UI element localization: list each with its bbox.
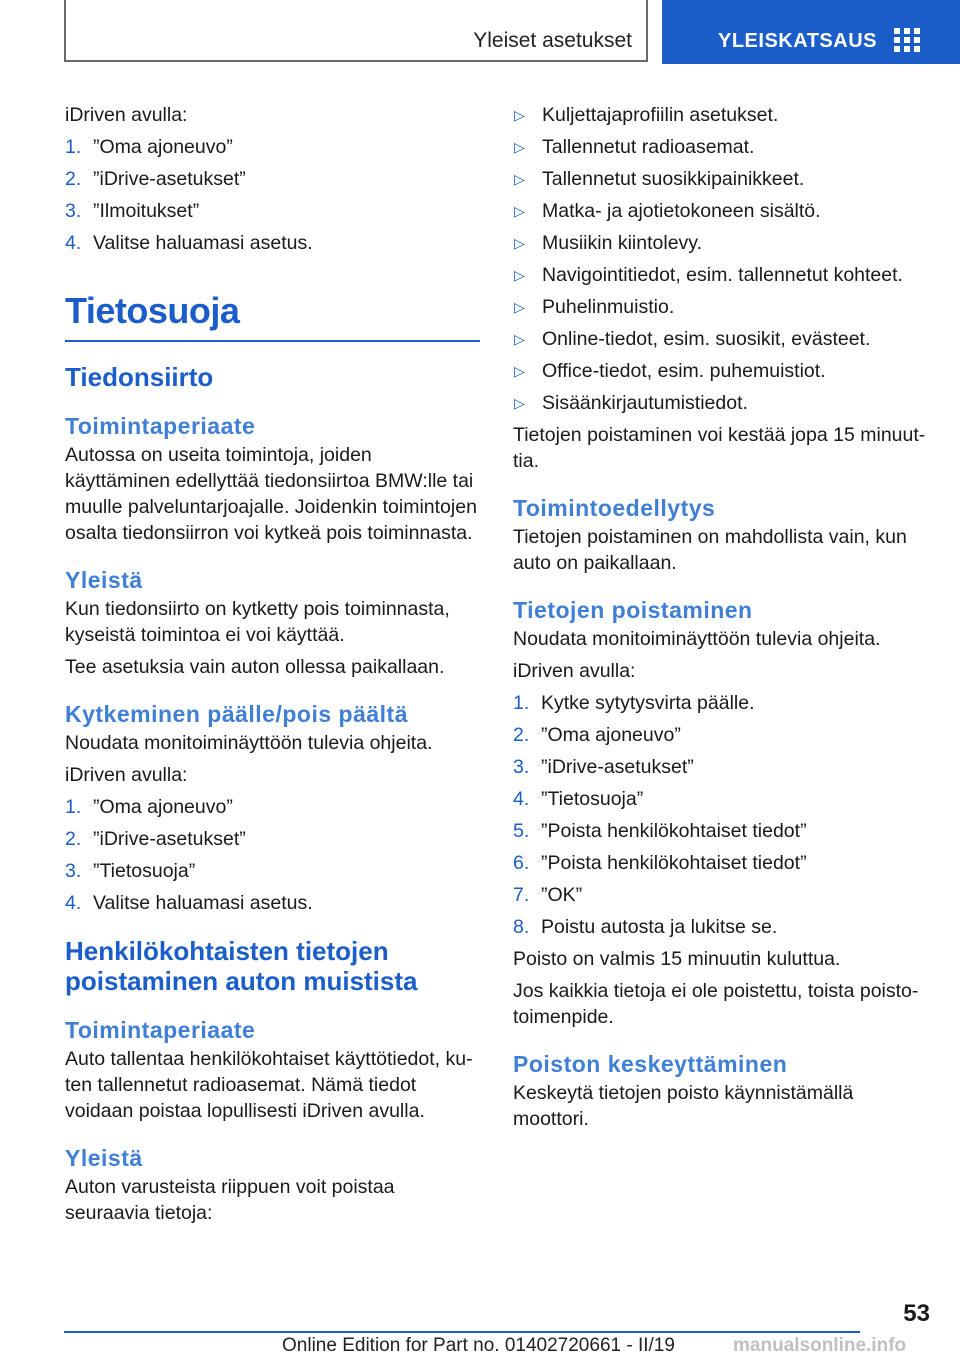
list-item: ▷ Musiikin kiintolevy. bbox=[514, 232, 703, 254]
list-item: ▷ Sisäänkirjautumistiedot. bbox=[514, 392, 748, 414]
list-item: ▷ Matka- ja ajotietokoneen sisältö. bbox=[514, 200, 821, 222]
page-number: 53 bbox=[903, 1300, 930, 1327]
chapter-title: Tietosuoja bbox=[65, 290, 480, 342]
heading-tietojen-poistaminen: Tietojen poistaminen bbox=[513, 597, 753, 623]
paragraph-poistaminen-a: Noudata monitoiminäyttöön tulevia ohjeita. bbox=[513, 628, 881, 650]
triangle-bullet-icon: ▷ bbox=[514, 107, 525, 123]
list-item: 4. Valitse haluamasi asetus. bbox=[65, 892, 313, 914]
list-item: 2. ”iDrive-asetukset” bbox=[65, 828, 246, 850]
heading-poiston-keskeyttaminen: Poiston keskeyttäminen bbox=[513, 1051, 788, 1077]
list-item: ▷ Online-tiedot, esim. suosikit, evästeet. bbox=[514, 328, 871, 350]
intro-text: iDriven avulla: bbox=[65, 104, 188, 126]
list-item: 4. Valitse haluamasi asetus. bbox=[65, 232, 313, 254]
list-item: ▷ Office-tiedot, esim. puhemuistiot. bbox=[514, 360, 826, 382]
list-item: 3. ”iDrive-asetukset” bbox=[513, 756, 694, 778]
heading-yleista-1: Yleistä bbox=[65, 567, 143, 593]
right-column bbox=[513, 102, 933, 1132]
overview-tab[interactable] bbox=[662, 0, 960, 64]
paragraph-kytkeminen-b: iDriven avulla: bbox=[65, 764, 188, 786]
list-item: 3. ”Ilmoitukset” bbox=[65, 200, 200, 222]
list-item: 7. ”OK” bbox=[513, 884, 583, 906]
list-item: 1. Kytke sytytysvirta päälle. bbox=[513, 692, 755, 714]
paragraph-yleista-1b: Tee asetuksia vain auton ollessa paikallaan. bbox=[65, 656, 445, 678]
list-item: ▷ Puhelinmuistio. bbox=[514, 296, 675, 318]
footer-edition: Online Edition for Part no. 01402720661 - II/19 bbox=[282, 1335, 675, 1356]
triangle-bullet-icon: ▷ bbox=[514, 395, 525, 411]
triangle-bullet-icon: ▷ bbox=[514, 363, 525, 379]
triangle-bullet-icon: ▷ bbox=[514, 171, 525, 187]
list-item: 6. ”Poista henkilökohtaiset tiedot” bbox=[513, 852, 807, 874]
heading-kytkeminen: Kytkeminen päälle/pois päältä bbox=[65, 701, 409, 727]
paragraph-kytkeminen-a: Noudata monitoiminäyttöön tulevia ohjeita. bbox=[65, 732, 433, 754]
footer-watermark: manualsonline.info bbox=[733, 1335, 907, 1356]
heading-tiedonsiirto: Tiedonsiirto bbox=[65, 362, 214, 392]
heading-toimintoedellytys: Toimintoedellytys bbox=[513, 495, 716, 521]
list-item: 8. Poistu autosta ja lukitse se. bbox=[513, 916, 778, 938]
section-title-box bbox=[64, 0, 648, 62]
steps-list-3 bbox=[513, 690, 933, 940]
paragraph-keskeyttaminen: Keskeytä tietojen poisto käynnistämällä moottori. bbox=[513, 1082, 854, 1130]
paragraph-yleista-1a: Kun tiedonsiirto on kytketty pois toiminnasta, kyseistä toimintoa ei voi käyttää. bbox=[65, 598, 450, 646]
data-types-list bbox=[513, 102, 933, 416]
left-column bbox=[65, 102, 480, 1226]
heading-henkilokohtaiset: Henkilökohtaisten tietojen poistaminen auton muistista bbox=[65, 936, 418, 996]
footer-divider bbox=[64, 1331, 860, 1333]
heading-toimintaperiaate-2: Toimintaperiaate bbox=[65, 1017, 256, 1043]
paragraph-poistaminen-b: iDriven avulla: bbox=[513, 660, 636, 682]
paragraph-toimintaperiaate-1: Autossa on useita toimintoja, joiden käyttäminen edellyttää tiedonsiirtoa BMW:lle tai muulle palveluntarjoajalle. Joidenkin toimintojen osalta tiedonsiirron voi kytkeä pois toiminnasta. bbox=[65, 444, 477, 544]
steps-list-2 bbox=[65, 794, 480, 916]
list-item: ▷ Navigointitiedot, esim. tallennetut kohteet. bbox=[514, 264, 903, 286]
section-title: Yleiset asetukset bbox=[473, 29, 632, 52]
list-item: 2. ”iDrive-asetukset” bbox=[65, 168, 246, 190]
list-item: 4. ”Tietosuoja” bbox=[513, 788, 644, 810]
list-item: 1. ”Oma ajoneuvo” bbox=[65, 796, 233, 818]
triangle-bullet-icon: ▷ bbox=[514, 299, 525, 315]
paragraph-jos: Jos kaikkia tietoja ei ole poistettu, toista poistotoimenpide. bbox=[513, 980, 919, 1028]
triangle-bullet-icon: ▷ bbox=[514, 203, 525, 219]
heading-yleista-2: Yleistä bbox=[65, 1145, 143, 1171]
triangle-bullet-icon: ▷ bbox=[514, 331, 525, 347]
list-item: 1. ”Oma ajoneuvo” bbox=[65, 136, 233, 158]
paragraph-toimintoedellytys: Tietojen poistaminen on mahdollista vain, kun auto on paikallaan. bbox=[513, 526, 907, 574]
overview-tab-label: YLEISKATSAUS bbox=[718, 30, 877, 52]
list-item: 3. ”Tietosuoja” bbox=[65, 860, 196, 882]
paragraph-toimintaperiaate-2: Auto tallentaa henkilökohtaiset käyttötiedot, kuten tallennetut radioasemat. Nämä tiedot voidaan poistaa lopullisesti iDriven avulla. bbox=[65, 1048, 473, 1122]
paragraph-kesto: Tietojen poistaminen voi kestää jopa 15 minuuttia. bbox=[513, 424, 926, 472]
paragraph-valmis: Poisto on valmis 15 minuutin kuluttua. bbox=[513, 948, 841, 970]
list-item: ▷ Kuljettajaprofiilin asetukset. bbox=[514, 104, 779, 126]
list-item: ▷ Tallennetut radioasemat. bbox=[514, 136, 755, 158]
triangle-bullet-icon: ▷ bbox=[514, 139, 525, 155]
triangle-bullet-icon: ▷ bbox=[514, 267, 525, 283]
list-item: ▷ Tallennetut suosikkipainikkeet. bbox=[514, 168, 805, 190]
paragraph-yleista-2: Auton varusteista riippuen voit poistaa seuraavia tietoja: bbox=[65, 1176, 395, 1224]
page-header bbox=[64, 0, 960, 64]
grid-icon bbox=[894, 28, 920, 52]
steps-list-1 bbox=[65, 134, 480, 256]
heading-toimintaperiaate-1: Toimintaperiaate bbox=[65, 413, 256, 439]
triangle-bullet-icon: ▷ bbox=[514, 235, 525, 251]
list-item: 2. ”Oma ajoneuvo” bbox=[513, 724, 681, 746]
list-item: 5. ”Poista henkilökohtaiset tiedot” bbox=[513, 820, 807, 842]
